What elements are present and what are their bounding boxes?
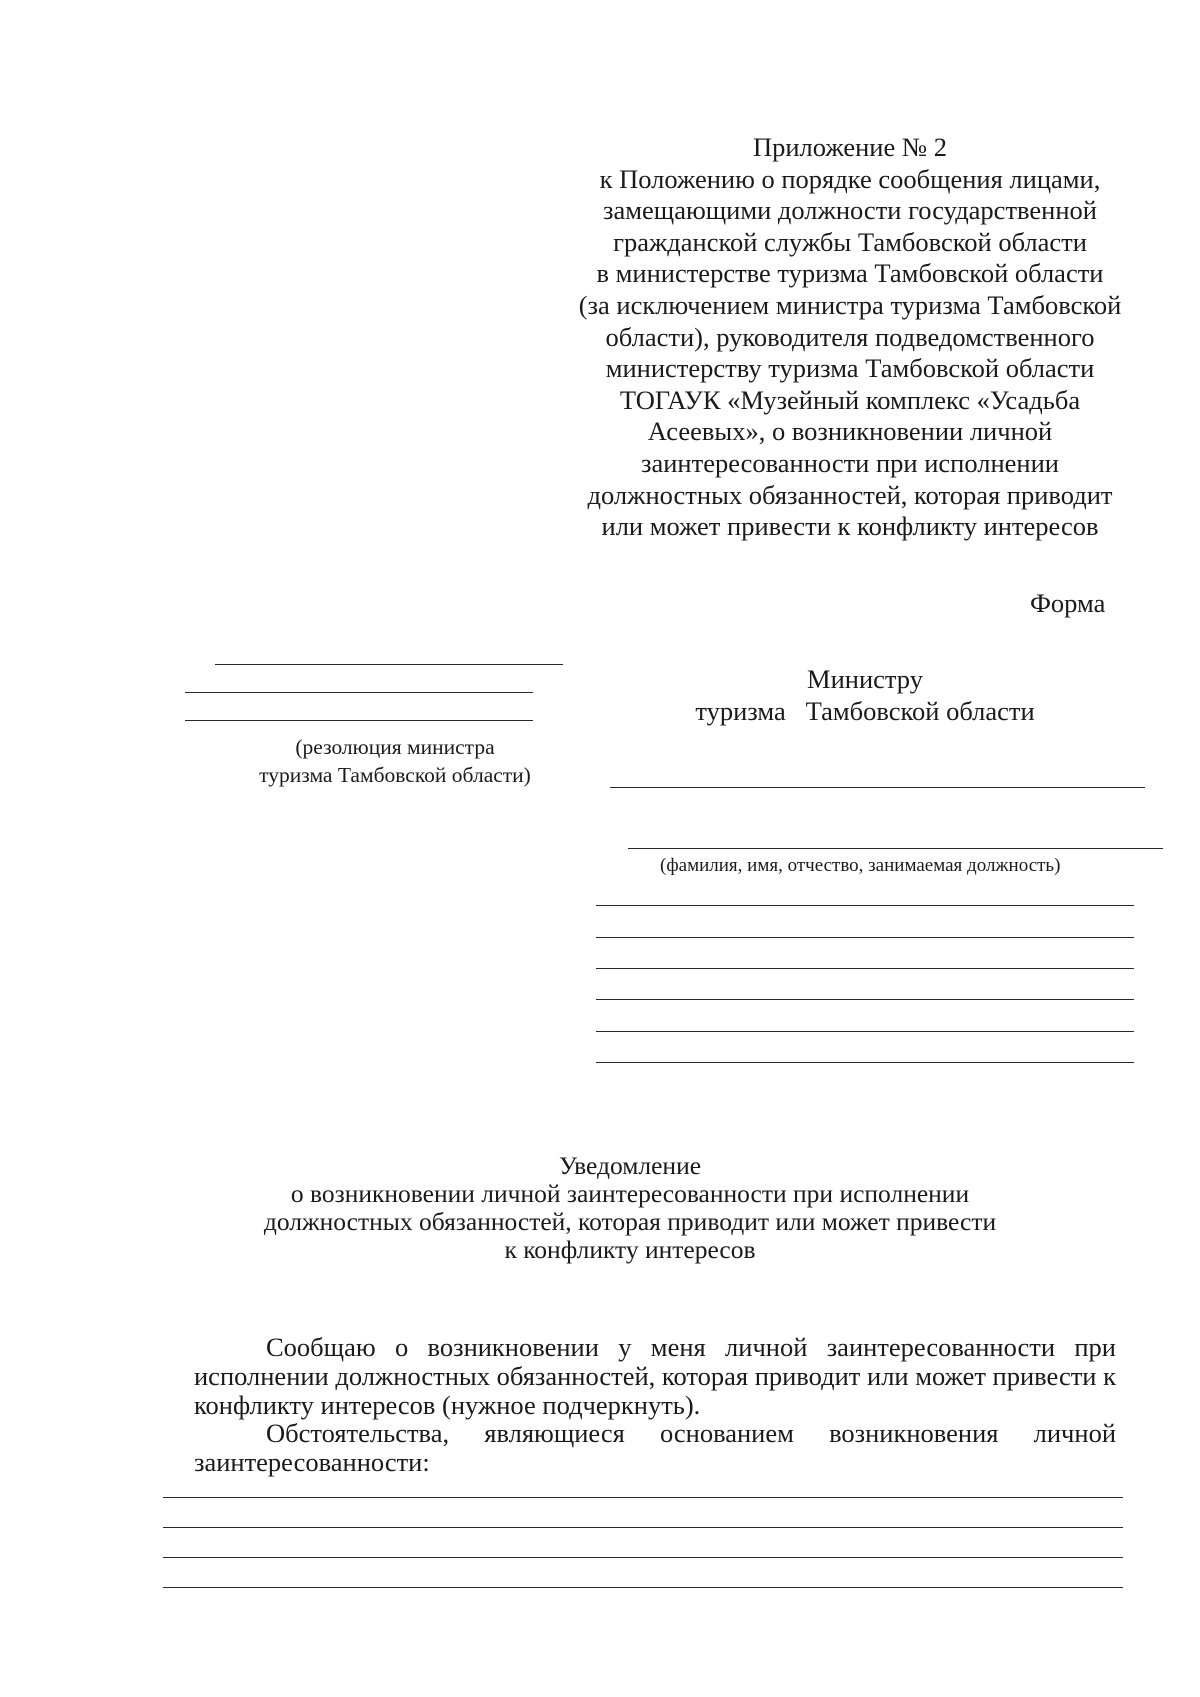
appendix-line: министерству туризма Тамбовской области xyxy=(605,353,1095,384)
addressee-line: туризма Тамбовской области xyxy=(695,696,1035,726)
notice-paragraph-1: Сообщаю о возникновении у меня личной заинтересованности при исполнении должностных обязанностей, которая приводит или может привести к конфликту интересов (нужное подчеркнуть). xyxy=(194,1332,1116,1420)
applicant-name-line[interactable] xyxy=(628,848,1163,849)
appendix-line: заинтересованности при исполнении xyxy=(641,447,1059,478)
applicant-detail-line[interactable] xyxy=(596,1062,1134,1063)
appendix-line: должностных обязанностей, которая приводит xyxy=(587,479,1113,510)
appendix-line: в министерстве туризма Тамбовской области xyxy=(596,258,1104,289)
resolution-caption xyxy=(230,733,560,789)
appendix-line: или может привести к конфликту интересов xyxy=(601,511,1099,542)
applicant-name-line[interactable] xyxy=(610,787,1145,788)
applicant-detail-line[interactable] xyxy=(596,1031,1134,1032)
appendix-line: к Положению о порядке сообщения лицами, xyxy=(599,163,1101,194)
appendix-line: замещающими должности государственной xyxy=(603,195,1097,226)
circumstances-line[interactable] xyxy=(163,1557,1123,1558)
notice-title-line: о возникновении личной заинтересованности при исполнении xyxy=(290,1179,970,1208)
notice-paragraph-2: Обстоятельства, являющиеся основанием возникновения личной заинтересованности: xyxy=(194,1418,1116,1477)
resolution-caption-line: туризма Тамбовской области) xyxy=(259,763,531,787)
resolution-line[interactable] xyxy=(185,720,533,721)
appendix-line: Приложение № 2 xyxy=(752,132,947,162)
circumstances-line[interactable] xyxy=(163,1497,1123,1498)
appendix-line: Асеевых», о возникновении личной xyxy=(647,416,1053,447)
applicant-detail-line[interactable] xyxy=(596,968,1134,969)
circumstances-line[interactable] xyxy=(163,1527,1123,1528)
resolution-line[interactable] xyxy=(215,664,563,665)
applicant-detail-line[interactable] xyxy=(596,937,1134,938)
form-label: Форма xyxy=(1030,588,1106,618)
appendix-line: гражданской службы Тамбовской области xyxy=(613,226,1087,257)
appendix-line: (за исключением министра туризма Тамбовской xyxy=(578,289,1122,320)
notice-title-line: к конфликту интересов xyxy=(504,1235,756,1264)
resolution-line[interactable] xyxy=(185,692,533,693)
appendix-line: области), руководителя подведомственного xyxy=(605,321,1095,352)
addressee-line: Министру xyxy=(807,664,923,694)
notice-title-line: должностных обязанностей, которая приводит или может привести xyxy=(263,1207,997,1236)
notice-title-line: Уведомление xyxy=(558,1151,702,1180)
applicant-fio-caption: (фамилия, имя, отчество, занимаемая должность) xyxy=(660,855,1061,876)
notice-title xyxy=(200,1152,1060,1264)
appendix-line: ТОГАУК «Музейный комплекс «Усадьба xyxy=(619,384,1081,415)
applicant-detail-line[interactable] xyxy=(596,905,1134,906)
appendix-header xyxy=(540,132,1160,543)
circumstances-line[interactable] xyxy=(163,1587,1123,1588)
addressee-block xyxy=(660,663,1070,727)
applicant-detail-line[interactable] xyxy=(596,999,1134,1000)
resolution-caption-line: (резолюция министра xyxy=(295,735,495,759)
